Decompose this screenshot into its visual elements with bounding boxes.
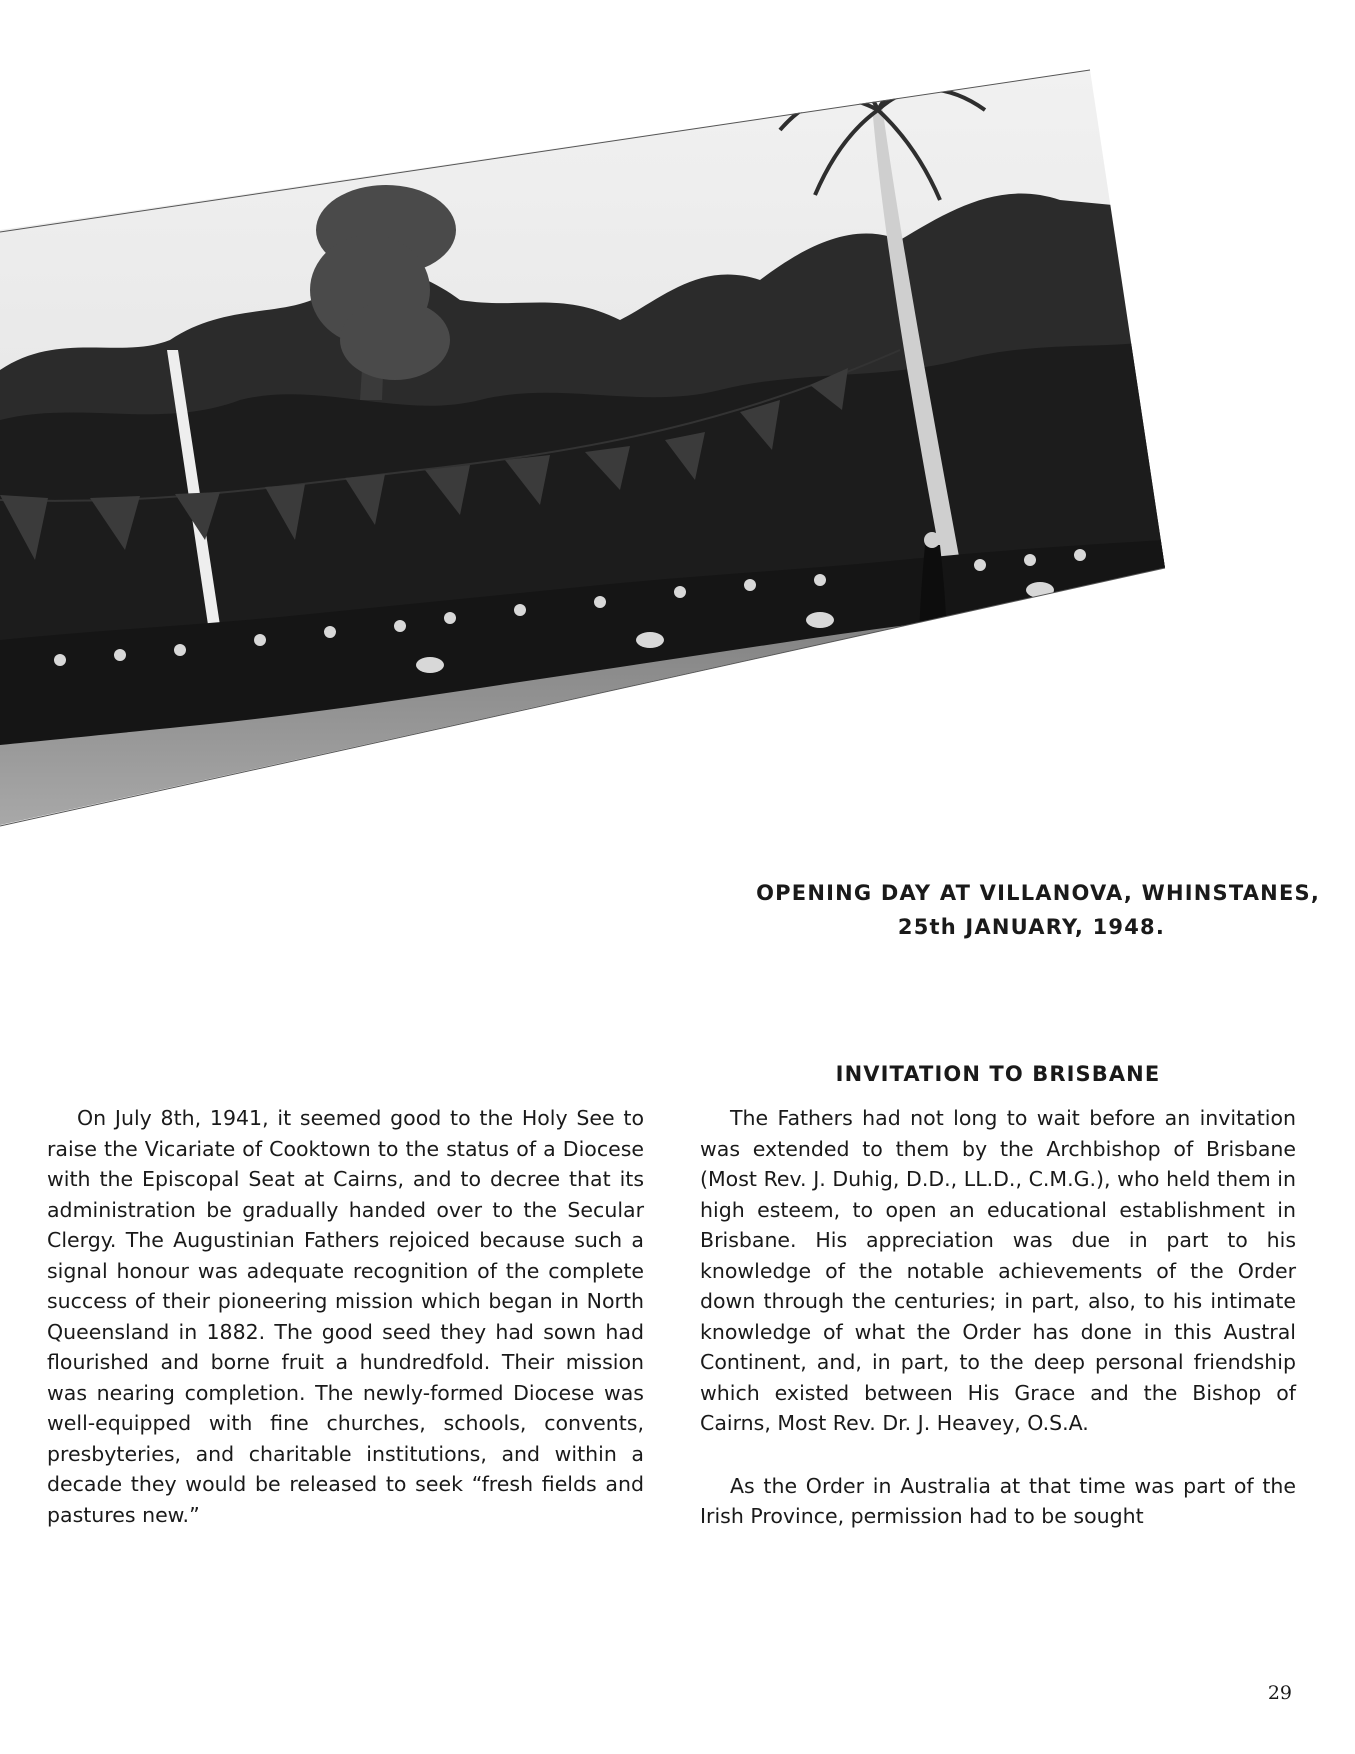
caption-line-1: OPENING DAY AT VILLANOVA, WHINSTANES, <box>756 881 1320 905</box>
right-column <box>700 1103 1296 1532</box>
right-paragraph-2: As the Order in Australia at that time was part of the Irish Province, permission had to be sought <box>700 1473 1296 1528</box>
caption-line-2: 25th JANUARY, 1948. <box>897 915 1165 939</box>
opening-day-photo <box>0 0 1355 840</box>
photo-caption <box>660 876 1320 944</box>
page-number: 29 <box>1267 1682 1292 1704</box>
left-column <box>47 1103 644 1530</box>
right-paragraph-1: The Fathers had not long to wait before an invitation was extended to them by the Archbishop of Brisbane (Most Rev. J. Duhig, D.D., LL.D., C.M.G.), who held them in high esteem, to open an educational establishment in Brisbane. His appreciation was due in part to his knowledge of the notable achievements of the Order down through the centuries; in part, also, to his intimate knowledge of what the Order has done in this Austral Continent, and, in part, to the deep personal friendship which existed between His Grace and the Bishop of Cairns, Most Rev. Dr. J. Heavey, O.S.A. <box>700 1106 1296 1435</box>
left-paragraph: On July 8th, 1941, it seemed good to the Holy See to raise the Vicariate of Cooktown to the status of a Diocese with the Episcopal Seat at Cairns, and to decree that its administration be gradually handed over to the Secular Clergy. The Augustinian Fathers rejoiced because such a signal honour was adequate recognition of the complete success of their pioneering mission which began in North Queensland in 1882. The good seed they had sown had flourished and borne fruit a hundredfold. Their mission was nearing completion. The newly-formed Diocese was well-equipped with fine churches, schools, convents, presbyteries, and charitable institutions, and within a decade they would be released to seek “fresh fields and pastures new.” <box>47 1106 644 1527</box>
section-heading: INVITATION TO BRISBANE <box>835 1062 1161 1086</box>
